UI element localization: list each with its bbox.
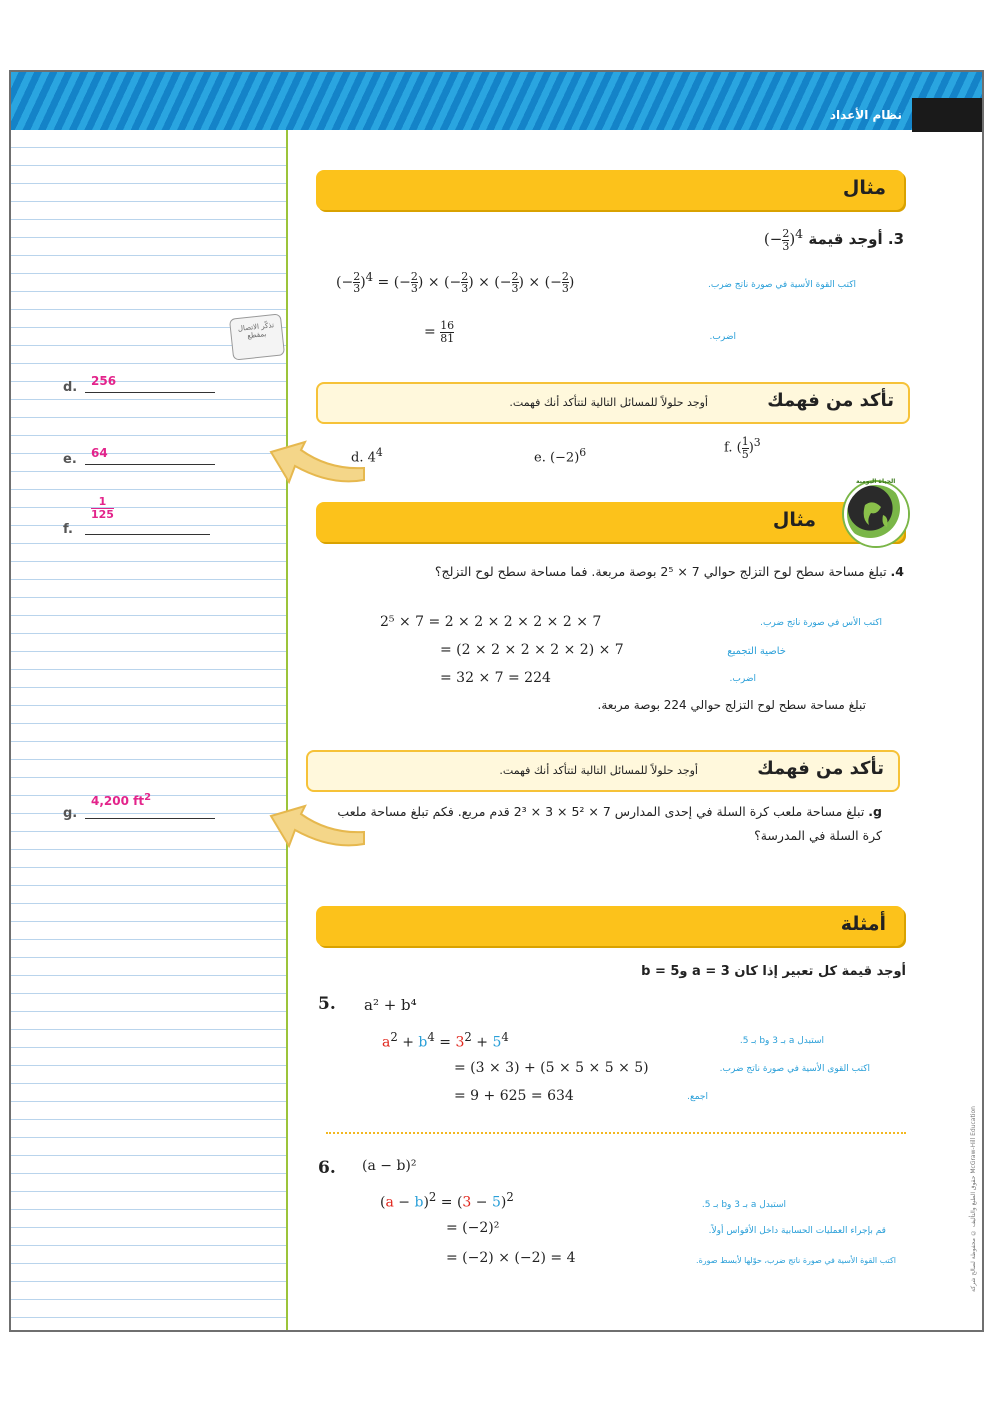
example-5-line-1: $a^2 + b^4 = 3^2 + 5^4$: [382, 1030, 509, 1051]
header-corner: [912, 98, 982, 132]
example-4-note-1: اكتب الأس في صورة ناتج ضرب.: [760, 618, 882, 628]
example-4-note-2: خاصية التجميع: [727, 646, 786, 657]
notes-column: [11, 130, 288, 1332]
check-understanding-1: تأكد من فهمك أوجد حلولاً للمسائل التالية لتتأكد أنك فهمت.: [316, 382, 910, 424]
example-6-note-3: اكتب القوة الأسية في صورة ناتج ضرب، حوّلها لأبسط صورة.: [696, 1256, 896, 1265]
example-6-line-1: $(a - b)^2 = (3 - 5)^2$: [380, 1190, 514, 1211]
example-5-line-2: = (3 × 3) + (5 × 5 × 5 × 5): [454, 1060, 649, 1076]
example-6-note-1: استبدل a بـ 3 وb بـ 5.: [701, 1200, 786, 1210]
example-3-result: = $\frac{16}{81}$: [424, 319, 455, 345]
example-5-line-3: = 9 + 625 = 634: [454, 1088, 574, 1104]
arrow-check-1-icon: [259, 430, 369, 490]
reference-tag[interactable]: تذكّر الاتصال بمقطع: [229, 313, 285, 360]
check-understanding-2: تأكد من فهمك أوجد حلولاً للمسائل التالية لتتأكد أنك فهمت.: [306, 750, 900, 792]
example-6-line-2: = (−2)²: [446, 1220, 500, 1236]
example-heading-1: مثال: [316, 170, 904, 210]
example-3-note-2: اضرب.: [709, 332, 736, 342]
answer-d: d. 256: [63, 380, 77, 395]
globe-label: الحياة اليومية: [856, 478, 896, 485]
arrow-check-2-icon: [259, 794, 369, 854]
example-heading-2: مثال: [316, 502, 904, 542]
examples-instruction: أوجد قيمة كل تعبير إذا كان a = 3 وb = 5: [641, 964, 906, 979]
example-4-note-3: اضرب.: [729, 674, 756, 684]
example-6-number: 6.: [318, 1158, 336, 1178]
answer-e-value: 64: [91, 446, 108, 460]
example-4-line-1: 2⁵ × 7 = 2 × 2 × 2 × 2 × 2 × 7: [380, 614, 602, 630]
check-2-question: g. تبلغ مساحة ملعب كرة السلة في إحدى المدارس 7 × 5² × 3 × 2³ قدم مربع. فكم تبلغ مساحة ملعب كرة السلة في المدرسة؟: [337, 804, 882, 843]
example-4-line-2: = (2 × 2 × 2 × 2 × 2) × 7: [440, 642, 624, 658]
example-5-note-1: استبدل a بـ 3 وb بـ 5.: [739, 1036, 824, 1046]
main-content: [296, 130, 906, 1330]
answer-g-value: 4,200 $ft^2$: [91, 792, 152, 808]
divider: [326, 1132, 906, 1134]
examples-heading: أمثلة: [316, 906, 904, 946]
globe-icon: [844, 482, 908, 546]
example-5-note-3: اجمع.: [687, 1092, 708, 1102]
answer-e: e. 64: [63, 452, 77, 467]
example-4-line-3: = 32 × 7 = 224: [440, 670, 551, 686]
check-1-f: f. ( $\frac{1}{5}$ )$^3$: [724, 435, 761, 461]
answer-f: f. $\frac{1}{125}$: [63, 522, 73, 537]
example-4-question: 4. تبلغ مساحة سطح لوح التزلج حوالي 7 × 2⁵ بوصة مربعة. فما مساحة سطح لوح التزلج؟: [434, 564, 904, 579]
check-1-e: e. $(-2)^6$: [534, 446, 587, 466]
copyright-note: حقوق الطبع والتأليف © محفوظة لصالح شركة McGraw-Hill Education: [970, 1106, 977, 1292]
example-6-line-3: = (−2) × (−2) = 4: [446, 1250, 576, 1266]
example-5-number: 5.: [318, 994, 336, 1014]
example-3-expansion: (− $\frac{2}{3}$ )$^4$ = (− $\frac{2}{3}$ ) × (− $\frac{2}{3}$ ) × (− $\frac{2}{3}$ ) × (− $\frac{2}{3}$ ): [336, 269, 575, 296]
chapter-title: نظام الأعداد: [829, 108, 902, 122]
answer-d-value: 256: [91, 374, 117, 388]
example-4-conclusion: تبلغ مساحة سطح لوح التزلج حوالي 224 بوصة مربعة.: [597, 698, 866, 712]
example-5-expression: a² + b⁴: [364, 996, 417, 1014]
example-3-question: 3. أوجد قيمة (− $\frac{2}{3}$ )$^4$: [763, 226, 904, 253]
answer-f-value: $\frac{1}{125}$: [91, 495, 114, 521]
check-1-d: d. $4^4$: [351, 446, 383, 466]
textbook-page: [9, 70, 984, 1332]
answer-g: g. 4,200 $ft^2$: [63, 806, 77, 821]
example-6-note-2: قم بإجراء العمليات الحسابية داخل الأقواس أولاً.: [708, 1226, 886, 1236]
example-6-expression: (a − b)²: [362, 1158, 417, 1174]
example-3-note-1: اكتب القوة الأسية في صورة ناتج ضرب.: [707, 280, 856, 290]
example-5-note-2: اكتب القوى الأسية في صورة ناتج ضرب.: [719, 1064, 870, 1074]
